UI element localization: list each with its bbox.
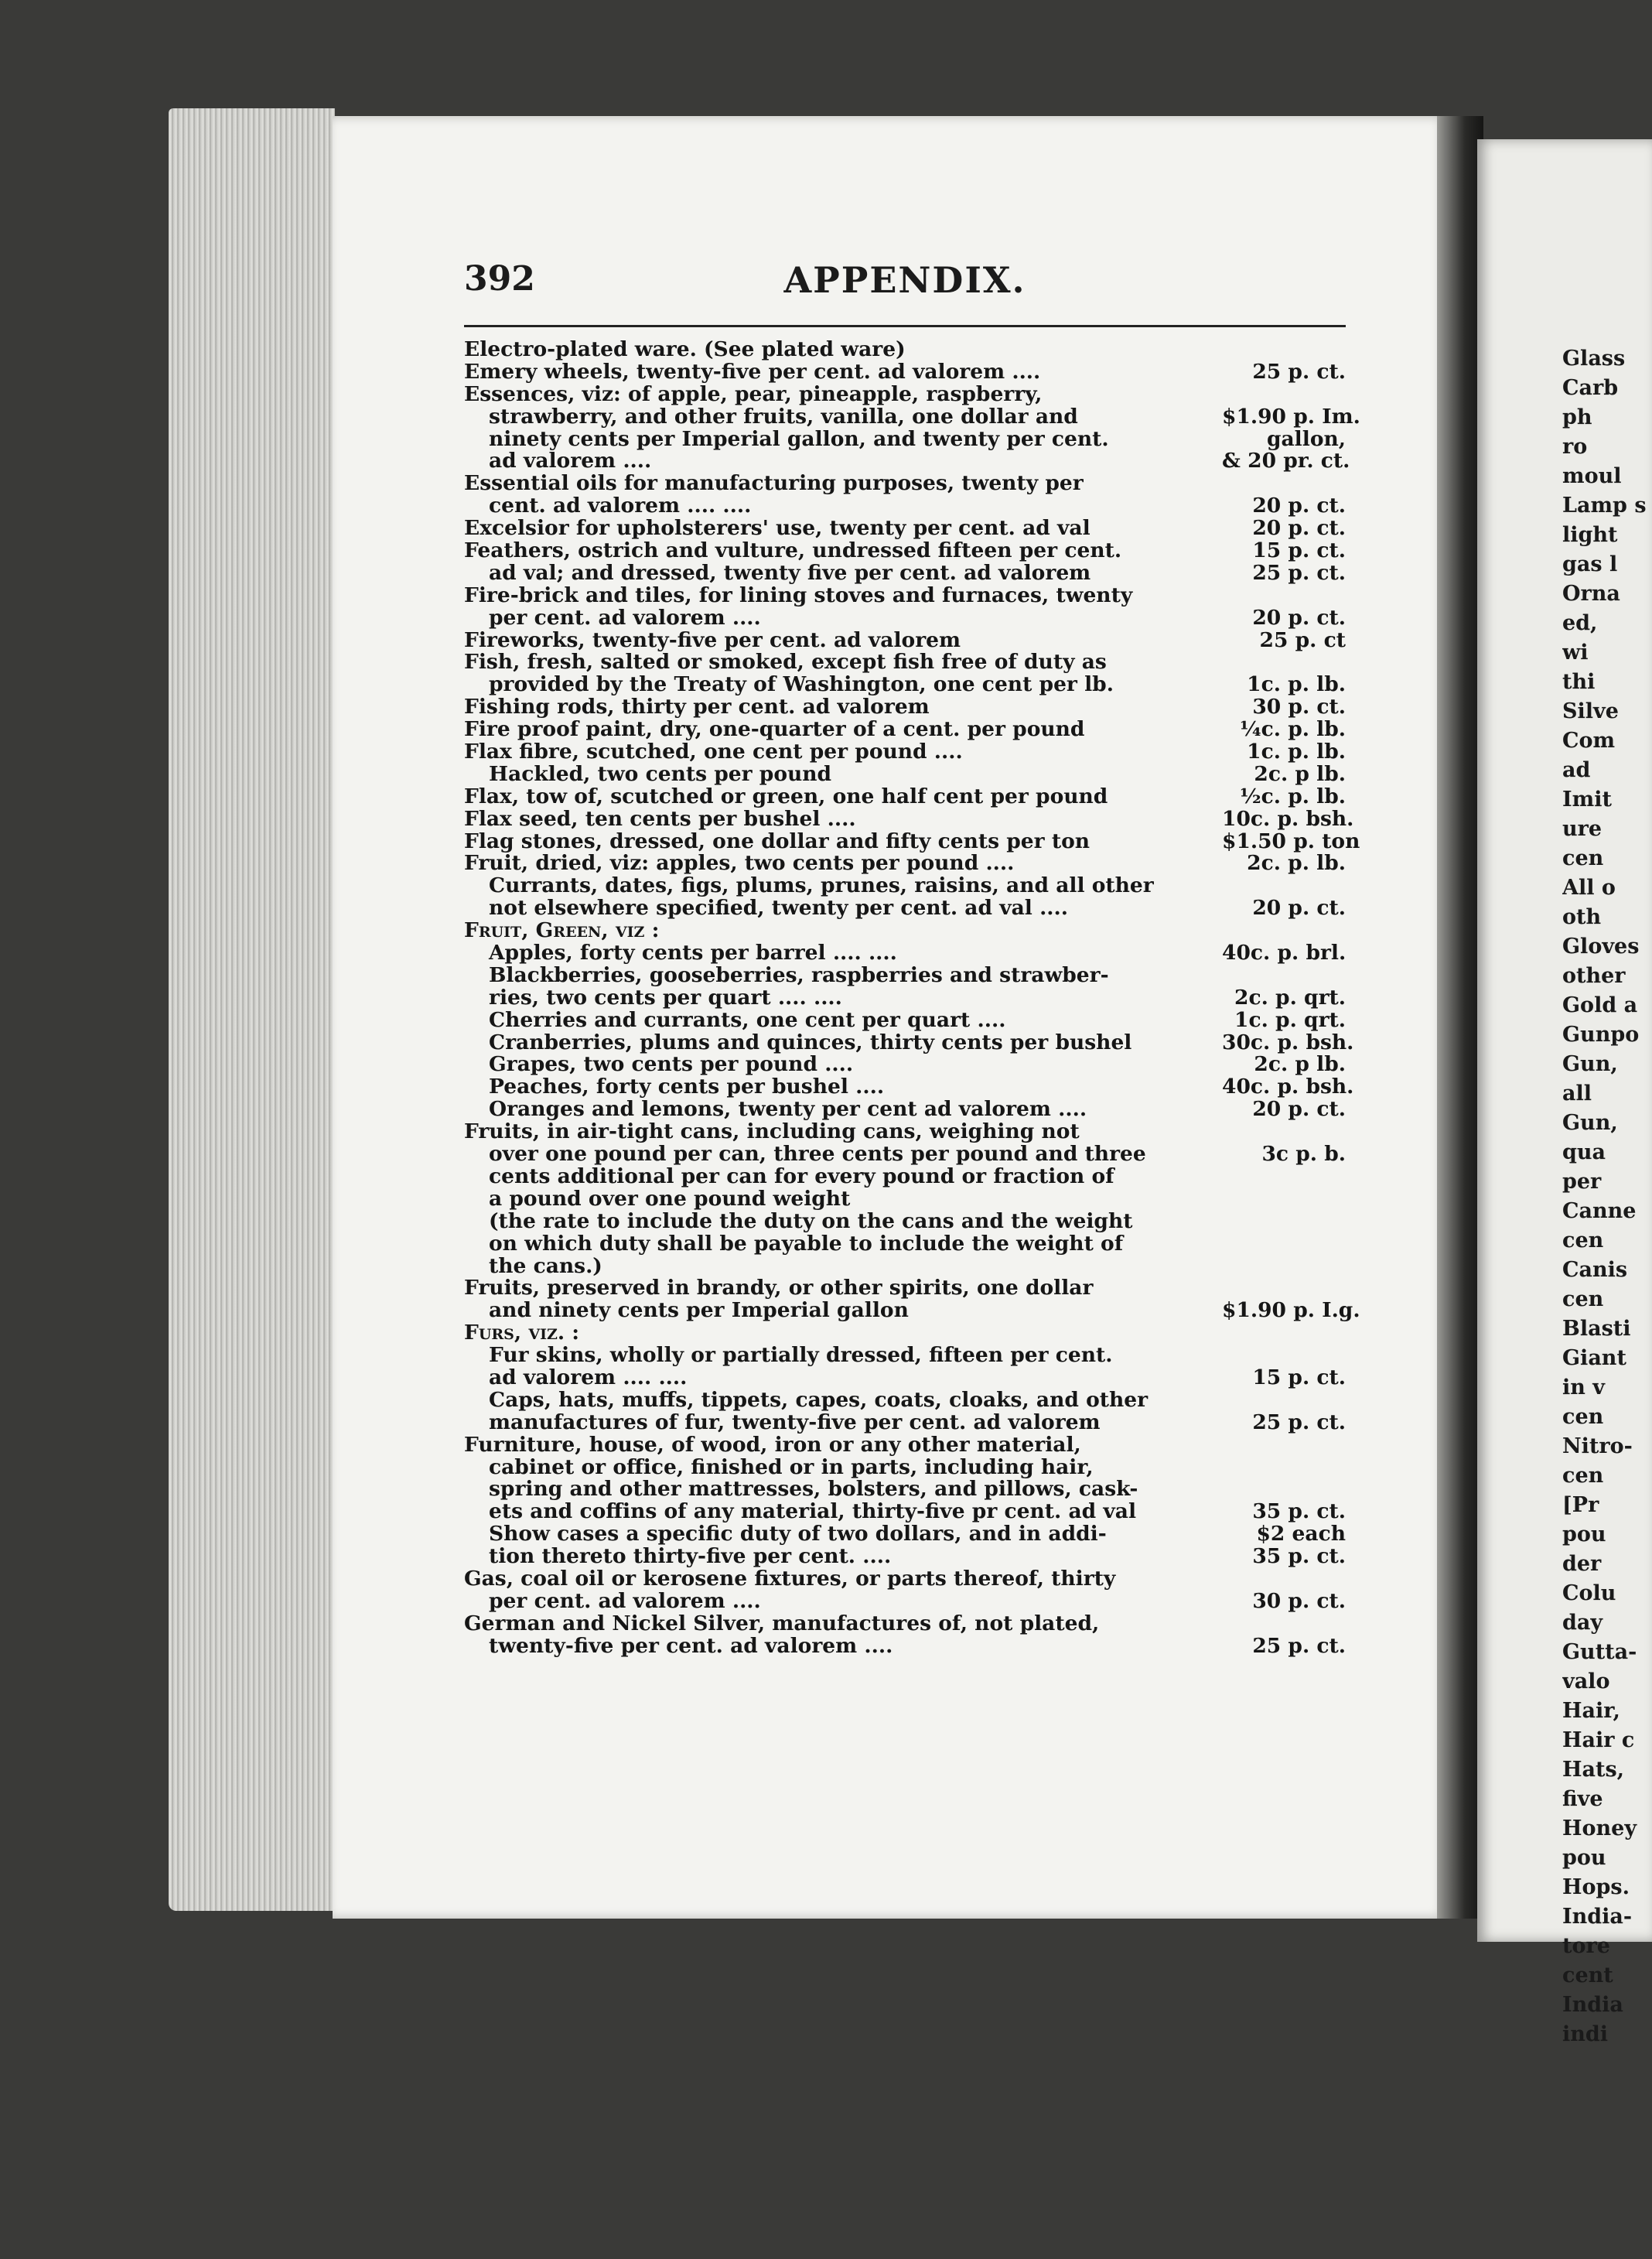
- right-page-fragment: indi: [1562, 2022, 1609, 2046]
- entry-rate: & 20 pr. ct.: [1222, 449, 1350, 473]
- entry-text: Essences, viz: of apple, pear, pineapple, raspberry,: [464, 383, 1043, 406]
- entry-rate: 2c. p. qrt.: [1234, 985, 1346, 1010]
- entry-rate: gallon,: [1266, 426, 1346, 451]
- right-page-fragment: Canis: [1562, 1258, 1628, 1282]
- tariff-entry: [464, 829, 1360, 853]
- entry-text: Cherries and currants, one cent per quart ....: [489, 1009, 1006, 1032]
- tariff-entry: [464, 1523, 1346, 1546]
- right-page-fragment: moul: [1562, 464, 1622, 488]
- left-page: [333, 116, 1446, 1919]
- entry-rate: 2c. p lb.: [1254, 761, 1346, 786]
- tariff-entry: [464, 719, 1346, 741]
- tariff-entry: [464, 1233, 1346, 1256]
- entry-rate: 2c. p. lb.: [1247, 851, 1346, 876]
- right-page-fragment: other: [1562, 964, 1626, 988]
- tariff-entry: [464, 1211, 1346, 1233]
- right-page-fragment: per: [1562, 1170, 1602, 1194]
- right-page-fragment: All o: [1562, 876, 1616, 900]
- right-page-fragment: Hats,: [1562, 1758, 1625, 1782]
- right-page-fragment: Giant: [1562, 1346, 1626, 1370]
- entry-text: strawberry, and other fruits, vanilla, one dollar and: [489, 405, 1078, 429]
- entry-text: and ninety cents per Imperial gallon: [489, 1300, 909, 1323]
- entry-text: tion thereto thirty-five per cent. ....: [489, 1546, 892, 1568]
- entry-rate: 20 p. ct.: [1252, 896, 1346, 921]
- tariff-entry: [464, 674, 1346, 696]
- right-page-fragment: all: [1562, 1082, 1592, 1106]
- right-page-fragment: ro: [1562, 435, 1588, 459]
- entry-text: the cans.): [489, 1255, 602, 1278]
- entry-rate: 1c. p. qrt.: [1234, 1007, 1346, 1032]
- header-rule: [464, 325, 1346, 327]
- entry-text: cent. ad valorem .... ....: [489, 495, 752, 518]
- entry-rate: 15 p. ct.: [1252, 538, 1346, 562]
- right-page-fragment: Carb: [1562, 376, 1619, 400]
- entry-rate: 25 p. ct.: [1252, 560, 1346, 585]
- page-title: APPENDIX.: [783, 259, 1026, 301]
- entry-text: German and Nickel Silver, manufactures of, not plated,: [464, 1612, 1100, 1635]
- entry-text: Cranberries, plums and quinces, thirty cents per bushel: [489, 1031, 1132, 1054]
- entry-text: Gas, coal oil or kerosene fixtures, or parts thereof, thirty: [464, 1567, 1116, 1591]
- entry-rate: 25 p. ct.: [1252, 359, 1346, 384]
- tariff-entry: [464, 897, 1346, 920]
- entry-rate: 3c p. b.: [1261, 1142, 1346, 1167]
- entry-text: Fire-brick and tiles, for lining stoves and furnaces, twenty: [464, 584, 1133, 607]
- right-page-fragment: Hops.: [1562, 1875, 1630, 1899]
- right-page-fragment: India-: [1562, 1905, 1633, 1929]
- tariff-entry: [464, 473, 1346, 495]
- tariff-entry: [464, 875, 1346, 897]
- entry-rate: 1c. p. lb.: [1247, 740, 1346, 764]
- tariff-entry: [464, 1007, 1346, 1032]
- tariff-entry: [464, 426, 1346, 451]
- tariff-entry: [464, 449, 1350, 473]
- tariff-entry: [464, 1568, 1346, 1591]
- entry-text: Apples, forty cents per barrel .... ....: [489, 942, 897, 965]
- entry-rate: 20 p. ct.: [1252, 516, 1346, 541]
- entry-text: spring and other mattresses, bolsters, and pillows, cask-: [489, 1478, 1138, 1502]
- tariff-entry: [464, 741, 1346, 764]
- tariff-entry: [464, 786, 1346, 808]
- right-page-fragment: pou: [1562, 1846, 1606, 1870]
- entry-rate: 25 p. ct: [1259, 627, 1346, 652]
- tariff-entry: [464, 339, 1346, 361]
- tariff-entry: [464, 361, 1346, 384]
- entry-text: Blackberries, gooseberries, raspberries and strawber-: [489, 964, 1109, 987]
- right-page-fragment: Nitro-: [1562, 1434, 1633, 1458]
- entry-rate: 35 p. ct.: [1252, 1544, 1346, 1569]
- tariff-entry: [464, 1613, 1346, 1635]
- tariff-entry: [464, 518, 1346, 540]
- entry-text: ets and coffins of any material, thirty-five pr cent. ad val: [489, 1501, 1137, 1524]
- tariff-entry: [464, 1322, 1346, 1345]
- right-page-fragment: India: [1562, 1993, 1623, 2017]
- tariff-entry: [464, 761, 1346, 786]
- entry-text: Peaches, forty cents per bushel ....: [489, 1076, 885, 1099]
- right-page-fragment: Silve: [1562, 699, 1619, 723]
- entry-rate: 30c. p. bsh.: [1222, 1030, 1354, 1054]
- entry-rate: 15 p. ct.: [1252, 1365, 1346, 1389]
- entry-rate: $1.90 p. Im.: [1222, 404, 1360, 429]
- tariff-entry: [464, 853, 1346, 875]
- entry-text: Currants, dates, figs, plums, prunes, raisins, and all other: [489, 875, 1154, 898]
- tariff-entry: [464, 1277, 1346, 1300]
- entry-rate: $1.90 p. I.g.: [1222, 1298, 1360, 1323]
- tariff-entry: [464, 696, 1346, 719]
- entry-text: ries, two cents per quart .... ....: [489, 986, 842, 1010]
- entry-text: (the rate to include the duty on the cans and the weight: [489, 1210, 1133, 1233]
- tariff-entry: [464, 1389, 1346, 1412]
- right-page-fragment: Blasti: [1562, 1317, 1631, 1341]
- right-page-fragment: pou: [1562, 1523, 1606, 1546]
- right-page-fragment: Orna: [1562, 582, 1620, 606]
- right-page-fragment: cen: [1562, 846, 1604, 870]
- entry-text: Flag stones, dressed, one dollar and fifty cents per ton: [464, 830, 1091, 853]
- entry-text: Fruit, dried, viz: apples, two cents per pound ....: [464, 853, 1015, 876]
- tariff-entry: [464, 404, 1360, 429]
- right-page-fragment: five: [1562, 1787, 1603, 1811]
- tariff-entry: [464, 1298, 1360, 1323]
- entry-text: Essential oils for manufacturing purposes, twenty per: [464, 473, 1084, 496]
- entry-text: Fur skins, wholly or partially dressed, fifteen per cent.: [489, 1345, 1113, 1367]
- right-page-fragment: Honey: [1562, 1816, 1637, 1840]
- tariff-entry: [464, 965, 1346, 987]
- right-page-fragment: Colu: [1562, 1581, 1616, 1605]
- tariff-entry: [464, 1367, 1346, 1389]
- right-page-fragment: Hair c: [1562, 1728, 1635, 1752]
- tariff-entry: [464, 562, 1346, 585]
- right-page-fragment: Canne: [1562, 1199, 1637, 1223]
- entry-text: manufactures of fur, twenty-five per cent. ad valorem: [489, 1411, 1101, 1434]
- entry-text: Feathers, ostrich and vulture, undressed fifteen per cent.: [464, 540, 1122, 562]
- book-spine: [1437, 116, 1483, 1919]
- page-number: 392: [464, 259, 535, 299]
- right-page-fragment: valo: [1562, 1669, 1610, 1693]
- entry-text: Fishing rods, thirty per cent. ad valorem: [464, 696, 930, 719]
- right-page-fragment: ad: [1562, 758, 1591, 782]
- entry-text: Emery wheels, twenty-five per cent. ad valorem ....: [464, 361, 1041, 384]
- entry-rate: 10c. p. bsh.: [1222, 806, 1354, 831]
- tariff-entry: [464, 627, 1346, 652]
- entry-text: Excelsior for upholsterers' use, twenty per cent. ad val: [464, 518, 1091, 541]
- right-page-fragment: cen: [1562, 1287, 1604, 1311]
- entry-text: ad valorem .... ....: [489, 1366, 688, 1389]
- entry-rate: 30 p. ct.: [1252, 695, 1346, 719]
- entry-text: per cent. ad valorem ....: [489, 607, 761, 630]
- tariff-entry: [464, 1412, 1346, 1434]
- right-page-fragment: cen: [1562, 1405, 1604, 1429]
- entry-text: cents additional per can for every pound or fraction of: [489, 1165, 1114, 1188]
- right-page: [1477, 139, 1652, 2046]
- right-page-fragment: gas l: [1562, 552, 1618, 576]
- right-page-fragment: Com: [1562, 729, 1616, 753]
- right-page-fragment: cen: [1562, 1229, 1604, 1253]
- entry-rate: 2c. p lb.: [1254, 1052, 1346, 1077]
- entry-text: Fire proof paint, dry, one-quarter of a cent. per pound: [464, 719, 1085, 742]
- entry-text: ad valorem ....: [489, 450, 652, 473]
- right-page-fragment: Gun,: [1562, 1052, 1618, 1076]
- entry-text: twenty-five per cent. ad valorem ....: [489, 1635, 893, 1658]
- tariff-entry: [464, 1434, 1346, 1457]
- tariff-entry: [464, 987, 1346, 1010]
- right-page-fragment: Glass: [1562, 347, 1626, 371]
- right-page-fragment: day: [1562, 1611, 1603, 1635]
- entry-text: cabinet or office, finished or in parts, including hair,: [489, 1456, 1094, 1479]
- right-page-fragment: Gutta-: [1562, 1640, 1637, 1664]
- entry-text: Caps, hats, muffs, tippets, capes, coats, cloaks, and other: [489, 1389, 1149, 1412]
- entry-rate: 1c. p. lb.: [1247, 672, 1346, 697]
- tariff-entry: [464, 607, 1346, 630]
- entry-rate: 25 p. ct.: [1252, 1410, 1346, 1434]
- entry-text: Fruits, preserved in brandy, or other spirits, one dollar: [464, 1277, 1094, 1300]
- tariff-entry: [464, 1256, 1346, 1278]
- tariff-entry: [464, 1478, 1346, 1501]
- entry-text: on which duty shall be payable to include the weight of: [489, 1232, 1124, 1256]
- entry-text: Fruit, Green, viz :: [464, 920, 660, 943]
- tariff-entry: [464, 1099, 1346, 1121]
- right-page-fragment: der: [1562, 1552, 1602, 1576]
- right-page-fragment: ph: [1562, 405, 1592, 429]
- tariff-entry: [464, 920, 1346, 942]
- tariff-entry: [464, 1121, 1346, 1143]
- entry-rate: 20 p. ct.: [1252, 605, 1346, 630]
- entry-text: Furniture, house, of wood, iron or any other material,: [464, 1434, 1081, 1457]
- tariff-entry: [464, 651, 1346, 674]
- right-page-fragment: ure: [1562, 817, 1603, 841]
- tariff-entry: [464, 1188, 1346, 1211]
- entry-text: over one pound per can, three cents per pound and three: [489, 1143, 1146, 1166]
- running-header: [464, 259, 1346, 306]
- entry-rate: ¼c. p. lb.: [1239, 717, 1346, 742]
- entry-text: Hackled, two cents per pound: [489, 763, 832, 786]
- tariff-entries: [464, 338, 1360, 1658]
- tariff-entry: [464, 1054, 1346, 1077]
- entry-text: Flax, tow of, scutched or green, one half cent per pound: [464, 785, 1108, 808]
- entry-rate: $1.50 p. ton: [1222, 829, 1360, 853]
- entry-rate: 20 p. ct.: [1252, 1097, 1346, 1122]
- tariff-entry: [464, 1166, 1346, 1188]
- entry-text: Fish, fresh, salted or smoked, except fish free of duty as: [464, 651, 1107, 675]
- entry-rate: ½c. p. lb.: [1239, 784, 1346, 808]
- tariff-entry: [464, 1588, 1346, 1613]
- right-page-fragment: Hair,: [1562, 1699, 1620, 1723]
- entry-rate: 25 p. ct.: [1252, 1633, 1346, 1658]
- right-page-fragment: Gun,: [1562, 1111, 1618, 1135]
- entry-text: Fruits, in air-tight cans, including cans, weighing not: [464, 1121, 1080, 1144]
- tariff-entry: [464, 1030, 1354, 1054]
- entry-text: Fireworks, twenty-five per cent. ad valorem: [464, 629, 961, 652]
- entry-rate: 30 p. ct.: [1252, 1588, 1346, 1613]
- right-page-fragment: Lamp s: [1562, 494, 1647, 518]
- right-page-fragment: thi: [1562, 670, 1596, 694]
- right-page-fragment: Imit: [1562, 788, 1612, 812]
- entry-text: Flax fibre, scutched, one cent per pound ....: [464, 741, 963, 764]
- right-page-fragment: tore: [1562, 1934, 1610, 1958]
- entry-text: Furs, viz. :: [464, 1322, 580, 1345]
- entry-text: Grapes, two cents per pound ....: [489, 1054, 854, 1077]
- tariff-entry: [464, 1143, 1346, 1166]
- right-page-fragment: Gold a: [1562, 993, 1638, 1017]
- tariff-entry: [464, 384, 1346, 406]
- entry-text: Show cases a specific duty of two dollars, and in addi-: [489, 1523, 1107, 1546]
- tariff-entry: [464, 585, 1346, 607]
- right-page-fragments: [1562, 344, 1652, 2049]
- tariff-entry: [464, 495, 1346, 518]
- entry-rate: 40c. p. brl.: [1222, 941, 1347, 965]
- entry-text: provided by the Treaty of Washington, one cent per lb.: [489, 674, 1114, 697]
- tariff-entry: [464, 1501, 1346, 1523]
- entry-text: Electro-plated ware. (See plated ware): [464, 338, 906, 361]
- right-page-fragment: oth: [1562, 905, 1602, 929]
- entry-text: Flax seed, ten cents per bushel ....: [464, 808, 856, 831]
- entry-text: per cent. ad valorem ....: [489, 1590, 761, 1613]
- right-page-fragment: qua: [1562, 1140, 1606, 1164]
- entry-text: Oranges and lemons, twenty per cent ad valorem ....: [489, 1099, 1087, 1122]
- tariff-entry: [464, 1457, 1346, 1479]
- right-page-fragment: ed,: [1562, 611, 1598, 635]
- entry-text: ninety cents per Imperial gallon, and twenty per cent.: [489, 428, 1109, 451]
- entry-text: a pound over one pound weight: [489, 1188, 851, 1211]
- tariff-entry: [464, 540, 1346, 562]
- entry-text: not elsewhere specified, twenty per cent. ad val ....: [489, 897, 1068, 921]
- right-page-fragment: [Pr: [1562, 1493, 1599, 1517]
- entry-rate: 35 p. ct.: [1252, 1499, 1346, 1524]
- entry-rate: 40c. p. bsh.: [1222, 1075, 1354, 1099]
- tariff-entry: [464, 806, 1354, 831]
- entry-rate: 20 p. ct.: [1252, 494, 1346, 518]
- entry-rate: $2 each: [1256, 1522, 1346, 1546]
- right-page-fragment: wi: [1562, 641, 1589, 665]
- right-page-fragment: cent: [1562, 1963, 1613, 1987]
- tariff-entry: [464, 1345, 1346, 1367]
- page-edges: [169, 108, 335, 1911]
- entry-text: ad val; and dressed, twenty five per cent. ad valorem: [489, 562, 1091, 585]
- right-page-fragment: cen: [1562, 1464, 1604, 1488]
- right-page-fragment: Gunpo: [1562, 1023, 1640, 1047]
- tariff-entry: [464, 1635, 1346, 1658]
- tariff-entry: [464, 1075, 1354, 1099]
- right-page-fragment: light: [1562, 523, 1618, 547]
- tariff-entry: [464, 1546, 1346, 1568]
- right-page-fragment: in v: [1562, 1376, 1605, 1399]
- right-page-fragment: Gloves: [1562, 935, 1640, 959]
- tariff-entry: [464, 942, 1346, 965]
